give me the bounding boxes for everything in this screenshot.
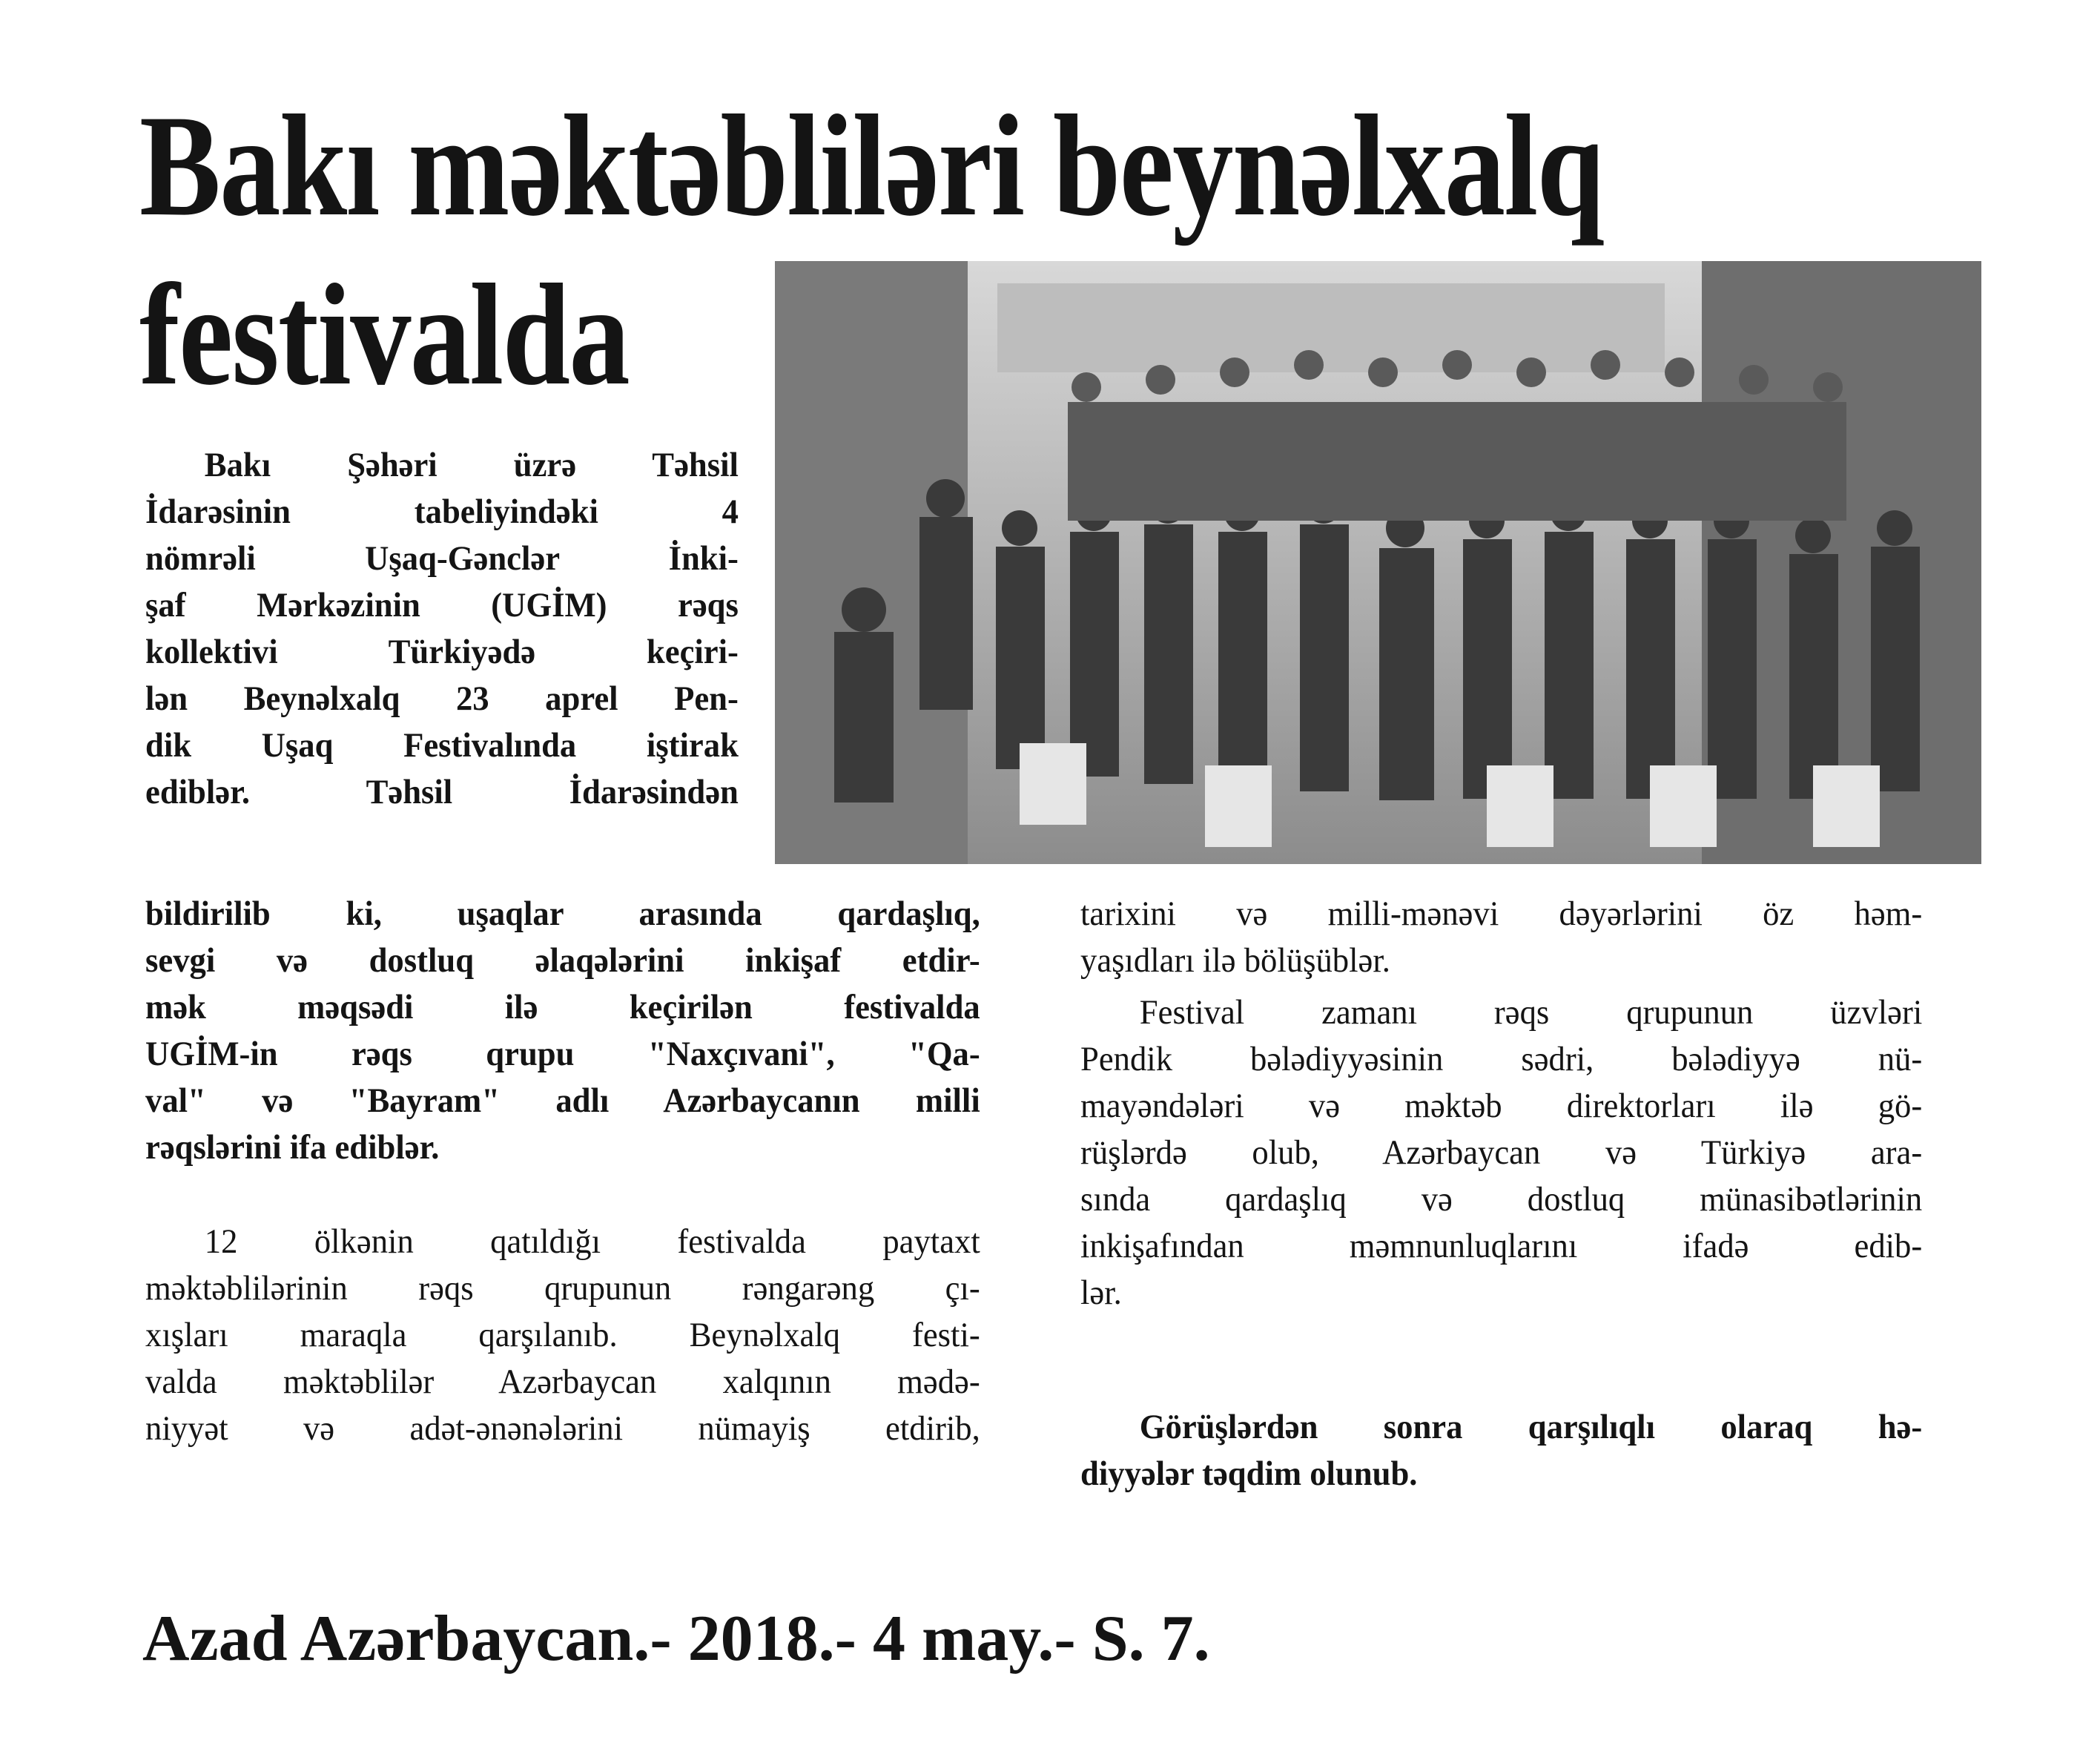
text-line: kollektivi Türkiyədə keçiri- <box>145 633 739 671</box>
text-line: niyyət və adət-ənənələrini nümayiş etdirib, <box>145 1409 980 1448</box>
paragraph-1-wide <box>145 891 980 1171</box>
text-line: valda məktəblilər Azərbaycan xalqının mədə- <box>145 1362 980 1401</box>
text-line: rəqslərini ifa ediblər. <box>145 1128 440 1167</box>
text-line: dik Uşaq Festivalında iştirak <box>145 726 739 765</box>
text-line: inkişafından məmnunluqlarını ifadə edib- <box>1080 1227 1923 1265</box>
text-line: val" və "Bayram" adlı Azərbaycanın milli <box>145 1081 980 1120</box>
text-line: sında qardaşlıq və dostluq münasibətlərinin <box>1080 1180 1923 1219</box>
text-line: xışları maraqla qarşılanıb. Beynəlxalq festi- <box>145 1316 980 1354</box>
text-line: mək məqsədi ilə keçirilən festivalda <box>145 988 980 1026</box>
paragraph-4 <box>1080 1404 1922 1497</box>
text-line: yaşıdları ilə bölüşüblər. <box>1080 941 1390 980</box>
text-line: 12 ölkənin qatıldığı festivalda paytaxt <box>204 1222 980 1261</box>
text-line: rüşlərdə olub, Azərbaycan və Türkiyə ara- <box>1080 1133 1923 1172</box>
text-line: Görüşlərdən sonra qarşılıqlı olaraq hə- <box>1139 1408 1923 1446</box>
column-2-continuation <box>1080 891 1922 984</box>
text-line: şaf Mərkəzinin (UGİM) rəqs <box>145 586 739 625</box>
paragraph-3 <box>1080 989 1922 1316</box>
headline-line-1: Bakı məktəbliləri beynəlxalq <box>139 85 1604 246</box>
text-line: UGİM-in rəqs qrupu "Naxçıvani", "Qa- <box>145 1035 980 1073</box>
text-line: diyyələr təqdim olunub. <box>1080 1454 1418 1493</box>
text-line: sevgi və dostluq əlaqələrini inkişaf etdir- <box>145 941 980 980</box>
text-line: mayəndələri və məktəb direktorları ilə gö- <box>1080 1087 1923 1125</box>
text-line: nömrəli Uşaq-Gənclər İnki- <box>145 539 739 578</box>
text-line: lər. <box>1080 1273 1122 1312</box>
paragraph-2 <box>145 1219 980 1452</box>
text-line: Festival zamanı rəqs qrupunun üzvləri <box>1139 993 1923 1032</box>
text-line: ediblər. Təhsil İdarəsindən <box>145 773 739 811</box>
group-photo-icon <box>775 261 1981 864</box>
paragraph-1-narrow <box>145 442 739 816</box>
text-line: lən Beynəlxalq 23 aprel Pen- <box>145 679 739 718</box>
text-line: tarixini və milli-mənəvi dəyərlərini öz həm- <box>1080 894 1923 933</box>
text-line: məktəblilərinin rəqs qrupunun rəngarəng çı- <box>145 1269 980 1308</box>
text-line: bildirilib ki, uşaqlar arasında qardaşlıq, <box>145 894 980 933</box>
text-line: Pendik bələdiyyəsinin sədri, bələdiyyə nü- <box>1080 1040 1923 1078</box>
group-photo <box>775 261 1981 864</box>
text-line: Bakı Şəhəri üzrə Təhsil <box>204 446 739 484</box>
source-citation: Azad Azərbaycan.- 2018.- 4 may.- S. 7. <box>142 1603 1210 1675</box>
headline-line-2: festivalda <box>139 254 630 415</box>
text-line: İdarəsinin tabeliyindəki 4 <box>145 492 739 531</box>
